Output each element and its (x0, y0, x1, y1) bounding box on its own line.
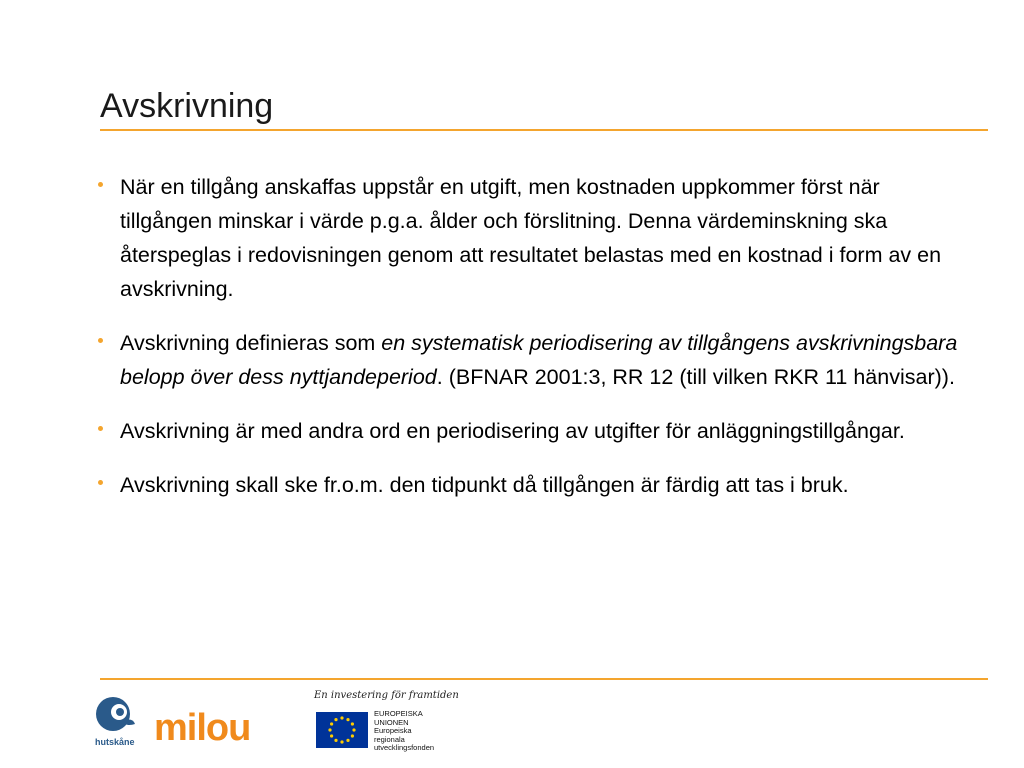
milou-logo: milou (154, 707, 251, 749)
eu-tagline: En investering för framtiden (314, 690, 459, 701)
eu-line: EUROPEISKA (374, 709, 423, 718)
eu-line: regionala (374, 734, 405, 744)
footer-divider (100, 678, 988, 680)
bullet-dot-icon (98, 480, 103, 485)
slide-title: Avskrivning (100, 87, 274, 125)
bullet-text-after: . (BFNAR 2001:3, RR 12 (till vilken RKR 11 hänvisar)). (436, 365, 955, 389)
bullet-item (98, 414, 958, 448)
definition-italic: en systematisk periodisering av tillgångens avskrivningsbara belopp över dess nyttjandeperiod (120, 331, 958, 389)
bullet-item (98, 468, 958, 502)
bullet-text: Avskrivning skall ske fr.o.m. den tidpunkt då tillgången är färdig att tas i bruk. (120, 473, 849, 497)
bullet-text-before: Avskrivning definieras som (120, 331, 382, 355)
bullet-dot-icon (98, 426, 103, 431)
bullet-list (98, 170, 958, 522)
title-divider (100, 129, 988, 131)
bullet-text: När en tillgång anskaffas uppstår en utgift, men kostnaden uppkommer först när tillgången minskar i värde p.g.a. ålder och förslitning. Denna värdeminskning ska återspeglas i redovisningen genom att resultatet belastas med en kostnad i form av en avskrivning. (120, 175, 942, 301)
hutskane-label: hutskåne (95, 737, 135, 747)
bullet-text: Avskrivning är med andra ord en periodisering av utgifter för anläggningstillgångar. (120, 419, 905, 443)
eu-line: UNIONEN (374, 717, 409, 727)
eu-line: utvecklingsfonden (374, 743, 435, 752)
bullet-item (98, 170, 958, 306)
eu-fund-text (374, 710, 434, 753)
eu-flag-icon (316, 712, 368, 748)
bullet-item (98, 326, 958, 394)
bullet-dot-icon (98, 182, 103, 187)
eu-line: Europeiska (374, 726, 412, 735)
bullet-dot-icon (98, 338, 103, 343)
